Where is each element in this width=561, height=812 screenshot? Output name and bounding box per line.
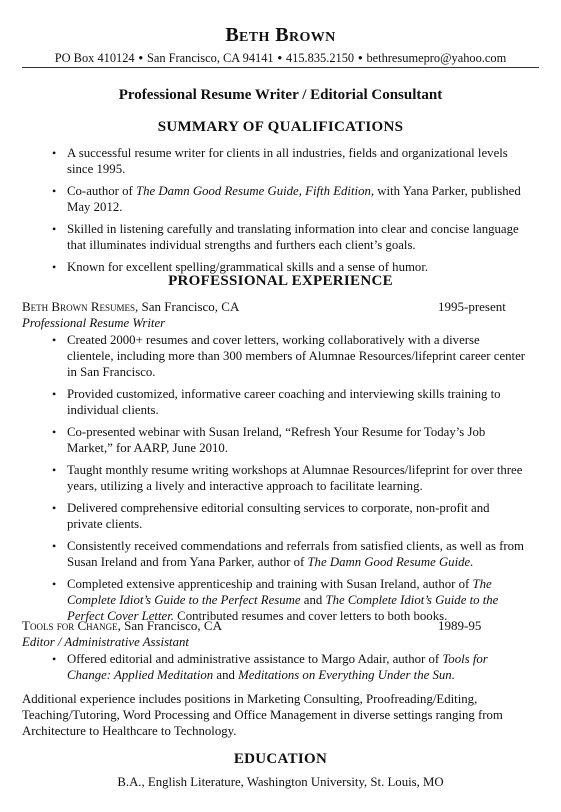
bullet-dot: • — [52, 501, 57, 515]
book-title: Tools for Change: Applied Meditation — [67, 652, 488, 682]
list-item-text: Consistently received commendations and referrals from satisfied clients, as well as from Susan Ireland and from Yana Parker, author of — [67, 539, 524, 569]
list-item-text: Delivered comprehensive editorial consulting services to corporate, non-profit and private clients. — [67, 501, 490, 531]
job-header — [22, 618, 512, 634]
job-dates: 1989-95 — [438, 618, 482, 633]
job-duties-list — [52, 332, 527, 630]
list-item-text: A successful resume writer for clients in all industries, fields and organizational levels since 1995. — [67, 146, 508, 176]
bullet-dot: • — [52, 146, 57, 160]
list-item-text: Contributed resumes and cover letters to both books. — [173, 609, 448, 623]
list-item-text: Skilled in listening carefully and translating information into clear and concise language that illuminates individual strengths and furthers each client’s goals. — [67, 222, 519, 252]
list-item — [52, 145, 532, 177]
list-item — [52, 576, 527, 624]
bullet-dot: • — [52, 577, 57, 591]
list-item-text: Co-presented webinar with Susan Ireland, “Refresh Your Resume for Today’s Job Market,” for AARP, June 2010. — [67, 425, 486, 455]
book-title: The Damn Good Resume Guide, Fifth Edition, — [135, 184, 375, 198]
bullet-dot: • — [52, 184, 57, 198]
list-item — [52, 651, 522, 683]
candidate-name-text: Beth Brown — [225, 24, 336, 46]
book-title: Meditations on Everything Under the Sun. — [238, 668, 455, 682]
list-item-text: and — [213, 668, 239, 682]
job-location: San Francisco, CA — [120, 618, 222, 633]
bullet-separator: • — [358, 51, 363, 65]
bullet-separator: • — [277, 51, 282, 65]
city: San Francisco, CA 94141 — [146, 51, 274, 65]
job-title: Editor / Administrative Assistant — [22, 635, 189, 649]
list-item-text: Created 2000+ resumes and cover letters, working collaboratively with a diverse clientele, including more than 300 members of Alumnae Resources/lifeprint career center in San Francisco. — [67, 333, 526, 379]
address: PO Box 410124 — [54, 51, 135, 65]
job-duties-list — [52, 651, 522, 689]
job-dates: 1995-present — [438, 299, 506, 314]
section-title-summary: SUMMARY OF QUALIFICATIONS — [157, 119, 404, 135]
summary-list — [52, 145, 532, 281]
list-item — [52, 424, 527, 456]
list-item — [52, 538, 527, 570]
job-header — [22, 299, 512, 315]
bullet-dot: • — [52, 463, 57, 477]
list-item — [52, 500, 527, 532]
bullet-dot: • — [52, 425, 57, 439]
list-item — [52, 332, 527, 380]
list-item-text: and — [300, 593, 326, 607]
bullet-dot: • — [52, 387, 57, 401]
employer-name: Beth Brown Resumes, — [22, 299, 139, 314]
bullet-dot: • — [52, 539, 57, 553]
list-item — [52, 183, 532, 215]
list-item — [52, 386, 527, 418]
bullet-dot: • — [52, 222, 57, 236]
job-title: Professional Resume Writer — [22, 316, 166, 330]
employer-name: Tools for Change, — [22, 618, 121, 633]
header-divider — [22, 67, 539, 68]
list-item-text: Known for excellent spelling/grammatical skills and a sense of humor. — [67, 260, 429, 274]
bullet-dot: • — [52, 260, 57, 274]
book-title: The Damn Good Resume Guide. — [307, 555, 474, 569]
education-degree: B.A., English Literature, Washington University, St. Louis, MO — [117, 775, 444, 789]
list-item-text: Completed extensive apprenticeship and training with Susan Ireland, author of — [67, 577, 473, 591]
list-item-text: Provided customized, informative career coaching and interviewing skills training to individual clients. — [67, 387, 501, 417]
list-item-text: Offered editorial and administrative assistance to Margo Adair, author of — [67, 652, 443, 666]
email: bethresumepro@yahoo.com — [366, 51, 507, 65]
candidate-name — [0, 24, 561, 47]
list-item-text: Taught monthly resume writing workshops at Alumnae Resources/lifeprint for over three years, utilizing a lively and interactive approach to facilitate learning. — [67, 463, 523, 493]
list-item-text: Co-author of — [67, 184, 136, 198]
book-title: The Complete Idiot’s Guide to the Perfect Resume — [67, 577, 492, 607]
list-item-text: with Yana Parker, published May 2012. — [67, 184, 521, 214]
phone: 415.835.2150 — [285, 51, 355, 65]
job-location: San Francisco, CA — [138, 299, 240, 314]
headline: Professional Resume Writer / Editorial Consultant — [118, 87, 443, 103]
bullet-dot: • — [52, 333, 57, 347]
book-title: The Complete Idiot’s Guide to the Perfect Cover Letter. — [67, 593, 499, 623]
section-title-education: EDUCATION — [233, 751, 328, 767]
bullet-dot: • — [52, 652, 57, 666]
list-item — [52, 221, 532, 253]
list-item — [52, 462, 527, 494]
contact-line — [0, 51, 561, 66]
section-title-experience: PROFESSIONAL EXPERIENCE — [168, 273, 393, 289]
bullet-separator: • — [138, 51, 143, 65]
additional-experience: Additional experience includes positions in Marketing Consulting, Proofreading/Editing, Teaching/Tutoring, Word Processing and Office Management in diverse settings ranging from Architecture to Healthcare to Technology. — [22, 692, 503, 738]
